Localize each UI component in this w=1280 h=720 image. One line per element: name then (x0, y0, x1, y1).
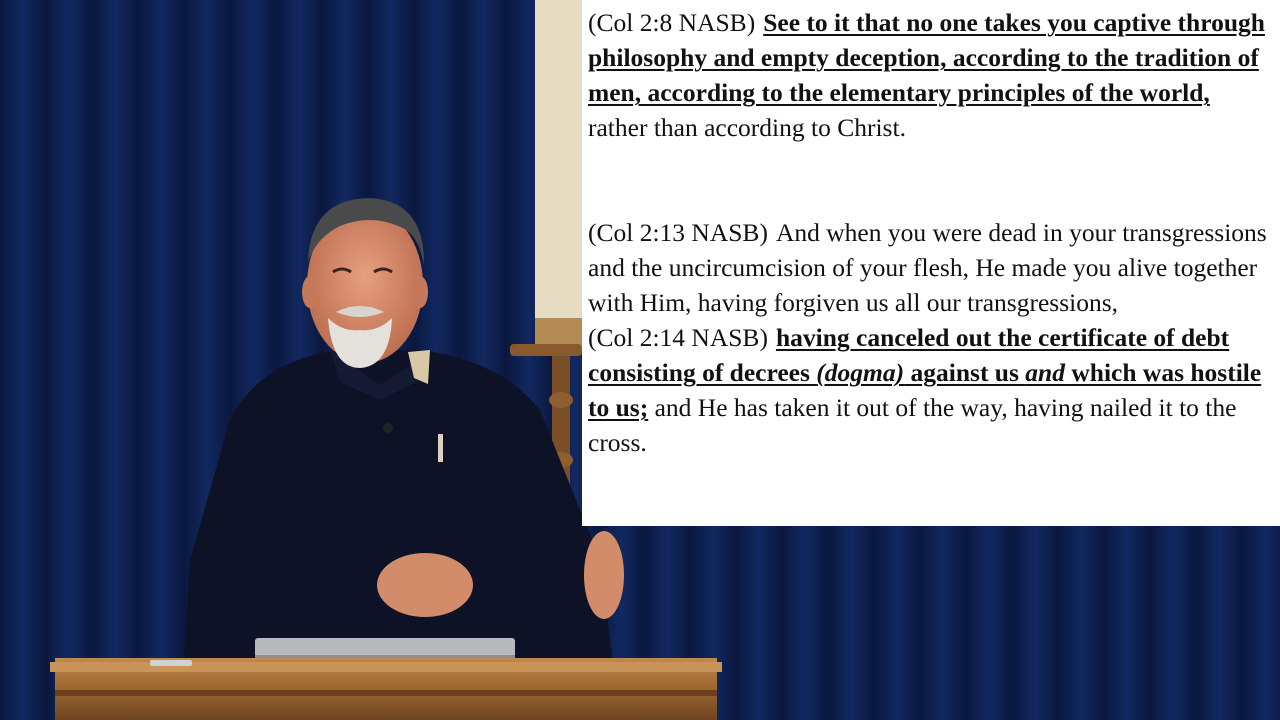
verse-emphasized-text: having canceled out the certificate of debt consisting of decrees (588, 323, 1230, 387)
back-wall-strip (535, 0, 582, 320)
verse-text: rather than according to Christ. (588, 113, 906, 142)
verse-emphasized-text: which was hostile to us; (588, 358, 1262, 422)
side-stand (510, 344, 582, 356)
speaker-right-hand (584, 531, 624, 619)
verse-text: And when you were dead in your transgressions and the uncircumcision of your flesh, He made you alive together with Him, having forgiven us all our transgressions, (588, 218, 1267, 317)
verse-reference: (Col 2:13 NASB) (588, 218, 768, 247)
verse-reference: (Col 2:14 NASB) (588, 323, 768, 352)
verse-col-2-14 (588, 320, 1270, 460)
verse-emphasized-text: See to it that no one takes you captive through philosophy and empty deception, according to the tradition of men, according to the elementary principles of the world, (588, 8, 1265, 107)
verse-emphasized-italic-text: (dogma) (816, 358, 905, 387)
verse-text: and He has taken it out of the way, having nailed it to the cross. (588, 393, 1237, 457)
verse-col-2-8 (588, 5, 1270, 145)
verse-emphasized-text: against us (904, 358, 1026, 387)
verse-col-2-13 (588, 215, 1270, 320)
verse-reference: (Col 2:8 NASB) (588, 8, 756, 37)
verse-emphasized-italic-text: and (1025, 358, 1065, 387)
scripture-overlay (582, 0, 1280, 526)
speaker-left-hand (377, 553, 473, 617)
